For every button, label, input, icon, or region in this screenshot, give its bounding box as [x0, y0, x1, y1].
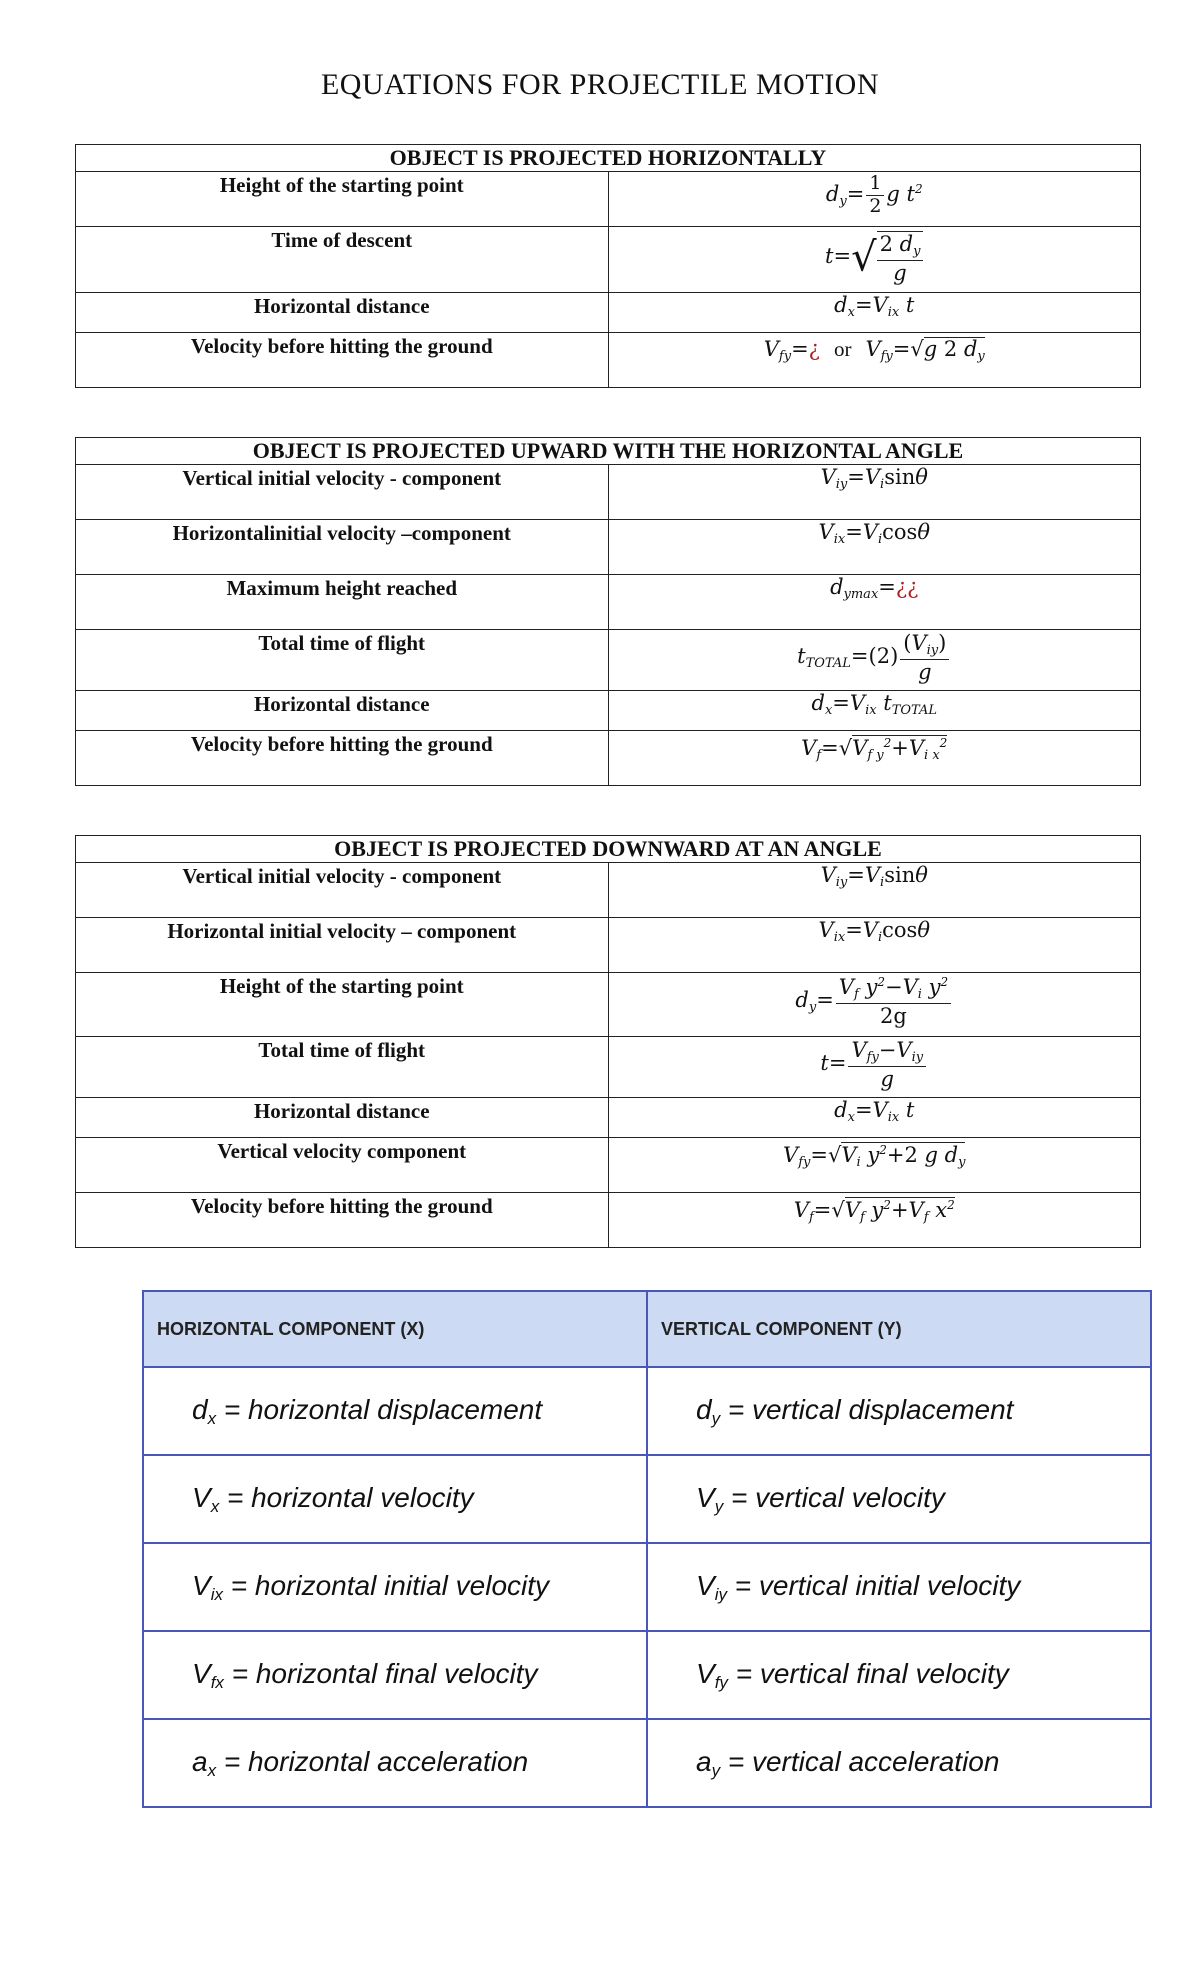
horizontal-definition: $V_{ix}$ = horizontal initial velocity [143, 1543, 647, 1631]
downward-projection-table [75, 835, 1141, 1248]
distance-formula: $d_x=V_{ix}$ $t_{TOTAL}$ [608, 691, 1141, 731]
glossary-row [143, 1455, 1151, 1543]
vertical-component-header: VERTICAL COMPONENT (Y) [647, 1291, 1151, 1367]
row-label: Height of the starting point [76, 973, 609, 1037]
total-time-formula: $t_{TOTAL}=(2)$ $\frac{(V_{iy})}{g}$ [608, 630, 1141, 691]
row-label: Total time of flight [76, 630, 609, 691]
distance-formula: $d_x=V_{ix}$ t [608, 293, 1141, 333]
horizontal-component-header: HORIZONTAL COMPONENT (X) [143, 1291, 647, 1367]
glossary-row [143, 1543, 1151, 1631]
total-time-formula: t= $\frac{V_{fy}-V_{iy}}{g}$ [608, 1037, 1141, 1098]
row-label: Vertical velocity component [76, 1138, 609, 1193]
upward-projection-table [75, 437, 1141, 786]
page-title: EQUATIONS FOR PROJECTILE MOTION [320, 68, 879, 101]
final-velocity-formula: $V_f=√V_f$ $y^2+V_f$ $x^2$ [608, 1193, 1141, 1248]
row-label: Horizontal distance [76, 1098, 609, 1138]
final-velocity-formula: $V_f=√V_{f y}^2+V_{i x}^2$ [608, 731, 1141, 786]
row-label: Velocity before hitting the ground [76, 731, 609, 786]
vertical-definition: $V_{iy}$ = vertical initial velocity [647, 1543, 1151, 1631]
glossary-row [143, 1367, 1151, 1455]
horizontal-definition: $d_x$ = horizontal displacement [143, 1367, 647, 1455]
vertical-velocity-formula: $V_{fy}=√V_i$ $y^2+2$ g $d_y$ [608, 1138, 1141, 1193]
height-formula: $d_y=$ $\frac{1}{2}$ g $t^2$ [608, 172, 1141, 227]
row-label: Total time of flight [76, 1037, 609, 1098]
row-label: Vertical initial velocity - component [76, 465, 609, 520]
vertical-initial-formula: $V_{iy}=V_i\sin\theta$ [608, 863, 1141, 918]
row-label: Height of the starting point [76, 172, 609, 227]
row-label: Velocity before hitting the ground [76, 1193, 609, 1248]
row-label: Horizontal initial velocity – component [76, 918, 609, 973]
row-label: Horizontalinitial velocity –component [76, 520, 609, 575]
section-header: OBJECT IS PROJECTED HORIZONTALLY [76, 145, 1141, 172]
row-label: Horizontal distance [76, 293, 609, 333]
horizontal-projection-table [75, 144, 1141, 388]
section-header: OBJECT IS PROJECTED DOWNWARD AT AN ANGLE [76, 836, 1141, 863]
glossary-table [142, 1290, 1152, 1808]
vertical-definition: $V_{fy}$ = vertical final velocity [647, 1631, 1151, 1719]
glossary-row [143, 1719, 1151, 1807]
distance-formula: $d_x=V_{ix}$ t [608, 1098, 1141, 1138]
section-header: OBJECT IS PROJECTED UPWARD WITH THE HORIZONTAL ANGLE [76, 438, 1141, 465]
row-label: Time of descent [76, 227, 609, 293]
horizontal-definition: $a_x$ = horizontal acceleration [143, 1719, 647, 1807]
row-label: Velocity before hitting the ground [76, 333, 609, 388]
horizontal-initial-formula: $V_{ix}=V_i\cos\theta$ [608, 918, 1141, 973]
height-formula: $d_y=$ $\frac{V_f y^2-V_i y^2}{2g}$ [608, 973, 1141, 1037]
row-label: Vertical initial velocity - component [76, 863, 609, 918]
time-formula: t=√ $\frac{2 d_y}{g}$ [608, 227, 1141, 293]
vertical-initial-formula: $V_{iy}=V_i\sin\theta$ [608, 465, 1141, 520]
final-velocity-formula: $V_{fy}=¿$ or $V_{fy}=√g$ 2 $d_y$ [608, 333, 1141, 388]
row-label: Maximum height reached [76, 575, 609, 630]
glossary-row [143, 1631, 1151, 1719]
horizontal-definition: $V_x$ = horizontal velocity [143, 1455, 647, 1543]
horizontal-initial-formula: $V_{ix}=V_i\cos\theta$ [608, 520, 1141, 575]
vertical-definition: $V_y$ = vertical velocity [647, 1455, 1151, 1543]
vertical-definition: $d_y$ = vertical displacement [647, 1367, 1151, 1455]
row-label: Horizontal distance [76, 691, 609, 731]
vertical-definition: $a_y$ = vertical acceleration [647, 1719, 1151, 1807]
horizontal-definition: $V_{fx}$ = horizontal final velocity [143, 1631, 647, 1719]
max-height-formula: $d_{ymax}=¿¿$ [608, 575, 1141, 630]
